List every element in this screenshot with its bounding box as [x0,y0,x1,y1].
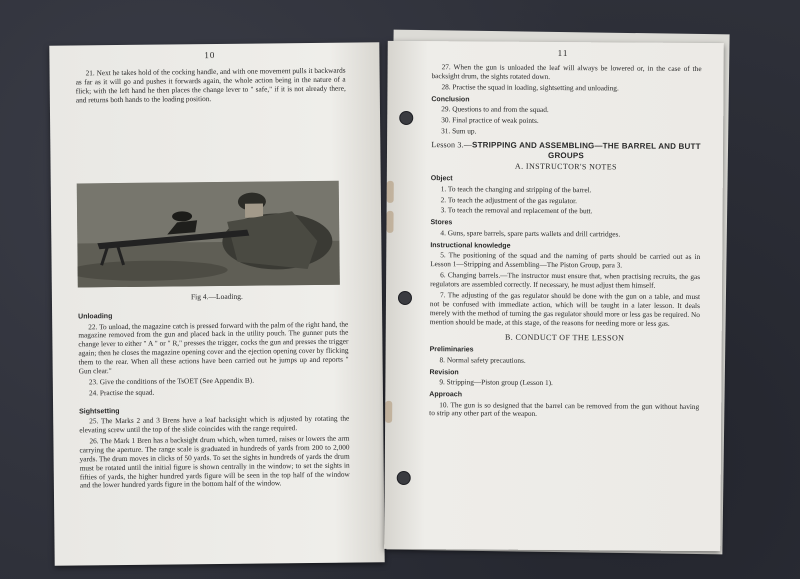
figure-caption: Fig 4.—Loading. [190,291,243,302]
heading-preliminaries: Preliminaries [429,346,474,354]
paragraph-30: 30. Final practice of weak points. [441,115,539,125]
lesson-prefix: Lesson 3.— [431,140,473,150]
heading-unloading: Unloading [78,313,113,321]
paragraph-27: 27. When the gun is unloaded the leaf will always be lowered or, in the case of the backsight drum, the sights rotated down. [431,62,702,81]
binding-hole [398,291,412,305]
heading-approach: Approach [429,391,463,399]
rust-stain [386,211,393,233]
lesson-heading: STRIPPING AND ASSEMBLING—THE BARREL AND BUTT GROUPS [472,140,701,160]
paragraph-28: 28. Practise the squad in loading, sightsetting and unloading. [441,81,619,93]
binding-hole [399,111,413,125]
lesson-title [431,140,701,161]
paragraph-29: 29. Questions to and from the squad. [441,104,549,115]
paragraph-25: 25. The Marks 2 and 3 Brens have a leaf backsight which is adjusted by rotating the elevating screw until the top of the slide coincides with the range required. [79,413,350,435]
paragraph-5: 5. The positioning of the squad and the naming of parts should be carried out as in Lesson 1—Stripping and Assembling—The Piston Group, para 3. [430,250,701,270]
heading-revision: Revision [429,368,459,376]
object-item-1: 1. To teach the changing and stripping of the barrel. [440,183,592,194]
open-manual [48,30,728,555]
paragraph-6: 6. Changing barrels.—The instructor must ensure that, when practising recruits, the gas regulators are assembled correctly. If necessary, he must adjust them himself. [430,270,701,290]
soldier-with-bren-gun-image [77,181,340,288]
heading-conclusion: Conclusion [431,95,470,104]
object-item-3: 3. To teach the removal and replacement of the butt. [440,205,593,216]
left-page [49,42,384,565]
heading-sightsetting: Sightsetting [79,407,120,416]
paragraph-10: 10. The gun is so designed that the barrel can be removed from the gun without having to strip any other part of the weapon. [429,399,700,419]
page-number: 10 [204,50,216,61]
heading-instructional-knowledge: Instructional knowledge [430,241,511,250]
paragraph-8: 8. Normal safety precautions. [439,354,526,365]
heading-stores: Stores [430,219,453,227]
section-a-heading: A. INSTRUCTOR'S NOTES [514,162,617,172]
paragraph-22: 22. To unload, the magazine catch is pressed forward with the palm of the right hand, the magazine removed from the gun and placed back in the utility pouch. The gunner puts the change lever to either " A " or " R," presses the trigger, cocks the gun and presses the trigger again; then he closes the magazine opening cover and the ejection opening cover by flicking them to the rear. When all these actions have been carried out he jumps up and reports " Gun clear." [78,319,349,376]
left-text-bottom [78,307,350,493]
paragraph-24: 24. Practise the squad. [88,387,155,398]
right-page [384,41,724,551]
page-number: 11 [557,48,569,59]
object-item-2: 2. To teach the adjustment of the gas regulator. [440,194,578,205]
paragraph-7: 7. The adjusting of the gas regulator should be done with the gun on a table, and must not be confused with immediate action, which will be taught in a later lesson. It deals merely with the method of turning the gas regulator should more or less gas be required. No mention should be made, at this stage, of the reasons for needing more or less gas. [429,290,701,328]
binding-hole [397,471,411,485]
section-b-heading: B. CONDUCT OF THE LESSON [505,333,625,343]
left-text-top [76,67,346,107]
paragraph-31: 31. Sum up. [441,126,477,136]
rust-stain [385,401,392,423]
paragraph-26: 26. The Mark 1 Bren has a backsight drum which, when turned, raises or lowers the arm carrying the aperture. The range scale is graduated in hundreds of yards from 200 to 2,000 yards. The drum moves in clicks of 50 yards. To set the sights in hundreds of yards the drum must be rotated until the initial figure is shown centrally in the window; to set the sights in fifties of yards, the higher hundred yards figure will be seen in the top half of the window and the lower hundred yards figure in the bottom half of the window. [79,433,350,490]
paragraph-21: 21. Next he takes hold of the cocking handle, and with one movement pulls it backwards as far as it will go and pushes it forwards again, the whole action being in the nature of a flick; with the left hand he then places the change lever to " safe," if it is not already there, and returns both hands to the loading position. [75,65,346,105]
rust-stain [387,181,394,203]
heading-object: Object [430,175,453,183]
loading-photo [77,181,340,288]
paragraph-23: 23. Give the conditions of the TsOET (See Appendix B). [88,375,255,387]
right-text [429,63,701,422]
paragraph-9: 9. Stripping—Piston group (Lesson 1). [439,377,553,388]
stores-item-4: 4. Guns, spare barrels, spare parts wallets and drill cartridges. [440,228,621,239]
